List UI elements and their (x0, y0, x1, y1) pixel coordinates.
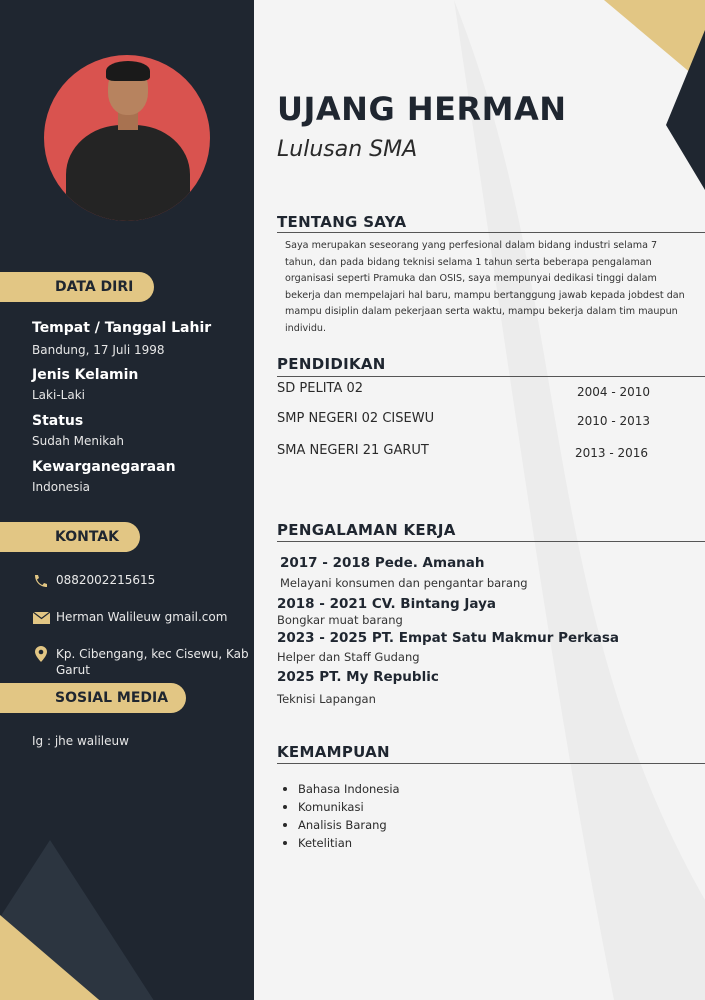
list-item: Ketelitian (283, 834, 400, 852)
field-value-birth: Bandung, 17 Juli 1998 (32, 343, 165, 357)
subtitle: Lulusan SMA (277, 137, 418, 162)
divider (277, 541, 705, 542)
education-school: SMP NEGERI 02 CISEWU (277, 411, 435, 426)
contact-email[interactable] (32, 610, 252, 626)
about-heading: TENTANG SAYA (277, 213, 407, 231)
job-description: Melayani konsumen dan pengantar barang (280, 576, 528, 590)
kontak-heading: KONTAK (0, 522, 140, 552)
data-diri-heading: DATA DIRI (0, 272, 154, 302)
bullet-icon (283, 841, 287, 845)
job-title: 2018 - 2021 CV. Bintang Jaya (277, 596, 496, 612)
job-title: 2023 - 2025 PT. Empat Satu Makmur Perkasa (277, 630, 620, 646)
contact-email-value: Herman Walileuw gmail.com (56, 610, 228, 624)
job-title: 2017 - 2018 Pede. Amanah (280, 555, 485, 571)
contact-phone[interactable] (32, 573, 252, 589)
job-title: 2025 PT. My Republic (277, 669, 439, 685)
bullet-icon (283, 823, 287, 827)
list-item: Komunikasi (283, 798, 400, 816)
skills-heading: KEMAMPUAN (277, 743, 390, 761)
contact-address-value: Kp. Cibengang, kec Cisewu, Kab Garut (56, 647, 249, 677)
phone-icon (32, 573, 50, 589)
contact-address (32, 646, 252, 678)
mail-icon (32, 610, 50, 626)
bullet-icon (283, 787, 287, 791)
list-item: Bahasa Indonesia (283, 780, 400, 798)
list-item: Analisis Barang (283, 816, 400, 834)
education-years: 2004 - 2010 (577, 385, 651, 399)
field-value-citizenship: Indonesia (32, 480, 91, 494)
job-description: Teknisi Lapangan (277, 692, 376, 706)
field-label-birth: Tempat / Tanggal Lahir (32, 320, 212, 336)
sidebar (0, 0, 254, 1000)
education-years: 2010 - 2013 (577, 414, 651, 428)
full-name: UJANG HERMAN (277, 90, 567, 128)
field-label-citizenship: Kewarganegaraan (32, 459, 176, 475)
field-value-status: Sudah Menikah (32, 434, 124, 448)
divider (277, 376, 705, 377)
divider (277, 763, 705, 764)
field-label-status: Status (32, 413, 84, 429)
education-school: SD PELITA 02 (277, 381, 364, 396)
bullet-icon (283, 805, 287, 809)
skills-list (283, 780, 400, 852)
education-years: 2013 - 2016 (575, 446, 649, 460)
field-value-gender: Laki-Laki (32, 388, 85, 402)
contact-phone-value: 0882002215615 (56, 573, 156, 587)
education-heading: PENDIDIKAN (277, 355, 386, 373)
divider (277, 232, 705, 233)
about-text: Saya merupakan seseorang yang perfesional dalam bidang industri selama 7 tahun, dan pada bidang teknisi selama 1 tahun serta beberapa pengalaman organisasi seperti Pramuka dan OSIS, saya mempunyai dedikasi tinggi dalam bekerja dan mempelajari hal baru, mampu bertanggung jawab kepada jobdest dan mampu disiplin dalam pekerjaan serta waktu, mampu bekerja dalam tim maupun individu. (285, 240, 685, 334)
avatar (44, 55, 210, 221)
field-label-gender: Jenis Kelamin (32, 367, 139, 383)
sidebar-gold-decoration (0, 915, 105, 1000)
job-description: Helper dan Staff Gudang (277, 650, 420, 664)
instagram-handle[interactable]: Ig : jhe walileuw (32, 734, 129, 748)
sosial-media-heading: SOSIAL MEDIA (0, 683, 186, 713)
job-description: Bongkar muat barang (277, 613, 403, 627)
location-pin-icon (32, 646, 50, 662)
experience-heading: PENGALAMAN KERJA (277, 521, 456, 539)
education-school: SMA NEGERI 21 GARUT (277, 443, 429, 458)
